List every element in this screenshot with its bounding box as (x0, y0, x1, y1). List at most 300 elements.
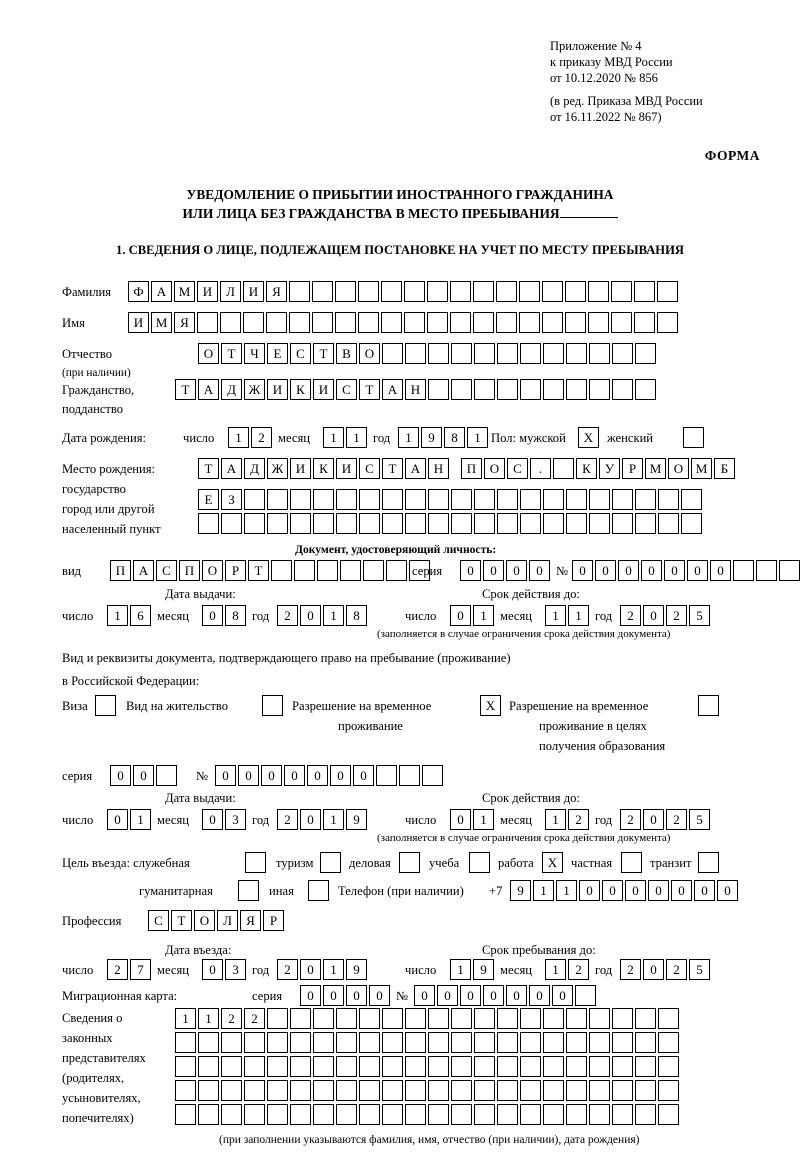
cell[interactable] (290, 1080, 311, 1101)
sex-female-checkbox[interactable] (683, 427, 704, 448)
cell[interactable] (565, 312, 586, 333)
cell[interactable]: 0 (330, 765, 351, 786)
cell[interactable]: 1 (545, 959, 566, 980)
cell[interactable]: П (110, 560, 131, 581)
cell[interactable]: 1 (533, 880, 554, 901)
cell[interactable] (520, 379, 541, 400)
cell[interactable]: 1 (346, 427, 367, 448)
cell[interactable] (612, 1104, 633, 1125)
cell[interactable] (451, 1104, 472, 1125)
cell[interactable] (474, 1104, 495, 1125)
purpose-work-checkbox[interactable]: Х (542, 852, 563, 873)
entry-month-input[interactable] (202, 959, 248, 980)
cell[interactable] (450, 312, 471, 333)
cell[interactable]: Т (198, 458, 219, 479)
cell[interactable] (381, 281, 402, 302)
doc-valid-day-input[interactable] (450, 605, 496, 626)
cell[interactable]: И (128, 312, 149, 333)
cell[interactable] (575, 985, 596, 1006)
cell[interactable] (221, 1104, 242, 1125)
cell[interactable]: 1 (467, 427, 488, 448)
cell[interactable] (589, 513, 610, 534)
cell[interactable] (422, 765, 443, 786)
cell[interactable] (474, 513, 495, 534)
cell[interactable]: И (290, 458, 311, 479)
cell[interactable]: 7 (130, 959, 151, 980)
cell[interactable] (405, 489, 426, 510)
cell[interactable]: 0 (133, 765, 154, 786)
cell[interactable] (221, 513, 242, 534)
cell[interactable] (336, 1104, 357, 1125)
cell[interactable]: 2 (666, 809, 687, 830)
cell[interactable]: 2 (277, 959, 298, 980)
cell[interactable] (382, 1008, 403, 1029)
citizenship-input[interactable] (175, 379, 658, 400)
cell[interactable] (335, 312, 356, 333)
cell[interactable] (428, 513, 449, 534)
cell[interactable]: . (530, 458, 551, 479)
cell[interactable] (566, 1104, 587, 1125)
cell[interactable]: Н (428, 458, 449, 479)
cell[interactable]: 0 (460, 985, 481, 1006)
cell[interactable]: 0 (579, 880, 600, 901)
cell[interactable] (497, 1008, 518, 1029)
cell[interactable] (520, 489, 541, 510)
cell[interactable]: О (668, 458, 689, 479)
permit-issue-year-input[interactable] (277, 809, 369, 830)
cell[interactable]: 0 (602, 880, 623, 901)
cell[interactable]: 2 (107, 959, 128, 980)
cell[interactable]: 0 (110, 765, 131, 786)
cell[interactable] (635, 1056, 656, 1077)
cell[interactable]: И (336, 458, 357, 479)
cell[interactable] (405, 513, 426, 534)
cell[interactable]: О (202, 560, 223, 581)
cell[interactable] (589, 1104, 610, 1125)
cell[interactable]: В (336, 343, 357, 364)
cell[interactable]: 0 (346, 985, 367, 1006)
cell[interactable]: 8 (444, 427, 465, 448)
cell[interactable] (474, 489, 495, 510)
cell[interactable]: Т (248, 560, 269, 581)
cell[interactable] (519, 312, 540, 333)
cell[interactable]: С (156, 560, 177, 581)
cell[interactable] (635, 379, 656, 400)
cell[interactable]: 0 (307, 765, 328, 786)
residence-checkbox[interactable] (262, 695, 283, 716)
cell[interactable] (312, 281, 333, 302)
cell[interactable]: 0 (552, 985, 573, 1006)
cell[interactable] (198, 1104, 219, 1125)
cell[interactable]: 1 (568, 605, 589, 626)
cell[interactable] (474, 1008, 495, 1029)
cell[interactable]: Р (225, 560, 246, 581)
cell[interactable]: 1 (198, 1008, 219, 1029)
doc-series-input[interactable] (460, 560, 552, 581)
cell[interactable] (451, 489, 472, 510)
purpose-business-checkbox[interactable] (399, 852, 420, 873)
name-input[interactable] (128, 312, 680, 333)
cell[interactable] (405, 1008, 426, 1029)
cell[interactable] (313, 1056, 334, 1077)
cell[interactable] (428, 1080, 449, 1101)
cell[interactable]: С (507, 458, 528, 479)
cell[interactable] (588, 312, 609, 333)
cell[interactable] (244, 1080, 265, 1101)
migration-number-input[interactable] (414, 985, 598, 1006)
phone-input[interactable] (510, 880, 740, 901)
purpose-study-checkbox[interactable] (469, 852, 490, 873)
cell[interactable] (290, 1104, 311, 1125)
cell[interactable] (520, 1080, 541, 1101)
cell[interactable] (290, 1008, 311, 1029)
cell[interactable]: Ф (128, 281, 149, 302)
doc-number-input[interactable] (572, 560, 800, 581)
cell[interactable] (657, 281, 678, 302)
cell[interactable] (313, 489, 334, 510)
cell[interactable] (359, 489, 380, 510)
cell[interactable]: 0 (261, 765, 282, 786)
cell[interactable]: 0 (238, 765, 259, 786)
cell[interactable] (290, 513, 311, 534)
cell[interactable] (198, 1032, 219, 1053)
cell[interactable]: С (148, 910, 169, 931)
cell[interactable] (566, 1056, 587, 1077)
cell[interactable] (779, 560, 800, 581)
cell[interactable]: А (133, 560, 154, 581)
cell[interactable] (589, 1008, 610, 1029)
cell[interactable] (313, 1080, 334, 1101)
cell[interactable]: 1 (323, 809, 344, 830)
cell[interactable] (635, 343, 656, 364)
cell[interactable] (658, 1104, 679, 1125)
cell[interactable]: И (267, 379, 288, 400)
cell[interactable] (175, 1104, 196, 1125)
cell[interactable] (497, 379, 518, 400)
cell[interactable] (474, 1032, 495, 1053)
cell[interactable]: 0 (300, 985, 321, 1006)
cell[interactable] (220, 312, 241, 333)
permit-series-input[interactable] (110, 765, 179, 786)
cell[interactable]: И (197, 281, 218, 302)
cell[interactable] (497, 1104, 518, 1125)
cell[interactable]: 1 (323, 427, 344, 448)
cell[interactable] (175, 1080, 196, 1101)
stay-month-input[interactable] (545, 959, 591, 980)
cell[interactable] (156, 765, 177, 786)
cell[interactable]: 8 (346, 605, 367, 626)
cell[interactable] (198, 1080, 219, 1101)
purpose-transit-checkbox[interactable] (698, 852, 719, 873)
doc-issue-year-input[interactable] (277, 605, 369, 626)
entry-day-input[interactable] (107, 959, 153, 980)
cell[interactable]: 1 (473, 809, 494, 830)
cell[interactable] (588, 281, 609, 302)
cell[interactable] (496, 312, 517, 333)
permit-valid-month-input[interactable] (545, 809, 591, 830)
cell[interactable]: Е (267, 343, 288, 364)
cell[interactable] (451, 379, 472, 400)
cell[interactable] (244, 513, 265, 534)
cell[interactable]: 1 (398, 427, 419, 448)
cell[interactable] (290, 489, 311, 510)
cell[interactable]: 0 (483, 560, 504, 581)
cell[interactable] (542, 281, 563, 302)
visa-checkbox[interactable] (95, 695, 116, 716)
cell[interactable] (589, 1032, 610, 1053)
cell[interactable] (657, 312, 678, 333)
cell[interactable]: Б (714, 458, 735, 479)
cell[interactable] (198, 513, 219, 534)
cell[interactable] (382, 1056, 403, 1077)
cell[interactable] (289, 281, 310, 302)
birth-month-input[interactable] (323, 427, 369, 448)
cell[interactable] (427, 281, 448, 302)
cell[interactable] (497, 489, 518, 510)
cell[interactable] (756, 560, 777, 581)
cell[interactable] (634, 312, 655, 333)
cell[interactable]: 0 (414, 985, 435, 1006)
cell[interactable] (543, 513, 564, 534)
cell[interactable]: И (313, 379, 334, 400)
cell[interactable] (313, 1104, 334, 1125)
sex-male-checkbox[interactable]: Х (578, 427, 599, 448)
migration-series-input[interactable] (300, 985, 392, 1006)
cell[interactable] (359, 1104, 380, 1125)
cell[interactable]: 1 (323, 605, 344, 626)
cell[interactable] (244, 1032, 265, 1053)
cell[interactable]: Ж (267, 458, 288, 479)
cell[interactable] (386, 560, 407, 581)
cell[interactable] (474, 1056, 495, 1077)
cell[interactable] (266, 312, 287, 333)
cell[interactable]: 1 (473, 605, 494, 626)
cell[interactable]: 0 (437, 985, 458, 1006)
cell[interactable] (658, 1008, 679, 1029)
cell[interactable] (244, 489, 265, 510)
cell[interactable]: 1 (175, 1008, 196, 1029)
cell[interactable] (611, 312, 632, 333)
cell[interactable] (543, 1104, 564, 1125)
cell[interactable] (289, 312, 310, 333)
cell[interactable] (428, 1008, 449, 1029)
birth-day-input[interactable] (228, 427, 274, 448)
cell[interactable] (635, 1080, 656, 1101)
cell[interactable]: С (290, 343, 311, 364)
cell[interactable] (313, 1008, 334, 1029)
cell[interactable] (428, 379, 449, 400)
cell[interactable]: М (691, 458, 712, 479)
cell[interactable]: А (382, 379, 403, 400)
cell[interactable] (313, 1032, 334, 1053)
cell[interactable]: 2 (251, 427, 272, 448)
cell[interactable] (427, 312, 448, 333)
cell[interactable]: 0 (323, 985, 344, 1006)
cell[interactable] (382, 1080, 403, 1101)
purpose-other-checkbox[interactable] (308, 880, 329, 901)
cell[interactable]: 2 (568, 959, 589, 980)
cell[interactable]: С (359, 458, 380, 479)
cell[interactable] (474, 379, 495, 400)
cell[interactable]: 0 (618, 560, 639, 581)
entry-year-input[interactable] (277, 959, 369, 980)
cell[interactable]: Т (175, 379, 196, 400)
cell[interactable]: 1 (556, 880, 577, 901)
cell[interactable]: 2 (244, 1008, 265, 1029)
cell[interactable] (359, 1080, 380, 1101)
cell[interactable] (566, 1080, 587, 1101)
cell[interactable] (336, 1008, 357, 1029)
cell[interactable]: 1 (228, 427, 249, 448)
cell[interactable] (520, 343, 541, 364)
cell[interactable]: 5 (689, 605, 710, 626)
cell[interactable]: 9 (346, 809, 367, 830)
cell[interactable]: 8 (225, 605, 246, 626)
cell[interactable]: 0 (595, 560, 616, 581)
cell[interactable]: О (484, 458, 505, 479)
cell[interactable]: Я (240, 910, 261, 931)
cell[interactable]: Л (217, 910, 238, 931)
cell[interactable] (312, 312, 333, 333)
cell[interactable] (589, 489, 610, 510)
cell[interactable]: Т (313, 343, 334, 364)
stay-day-input[interactable] (450, 959, 496, 980)
cell[interactable]: 2 (221, 1008, 242, 1029)
cell[interactable]: Т (221, 343, 242, 364)
cell[interactable] (428, 1056, 449, 1077)
cell[interactable]: 0 (202, 809, 223, 830)
cell[interactable] (589, 1080, 610, 1101)
cell[interactable] (681, 513, 702, 534)
cell[interactable]: 5 (689, 809, 710, 830)
cell[interactable]: 0 (529, 560, 550, 581)
cell[interactable]: 1 (323, 959, 344, 980)
cell[interactable] (294, 560, 315, 581)
cell[interactable] (271, 560, 292, 581)
surname-input[interactable] (128, 281, 680, 302)
cell[interactable]: Е (198, 489, 219, 510)
cell[interactable]: 1 (107, 605, 128, 626)
cell[interactable] (451, 343, 472, 364)
cell[interactable]: 0 (460, 560, 481, 581)
legal-rep-row-1[interactable] (175, 1008, 681, 1029)
cell[interactable] (244, 1104, 265, 1125)
cell[interactable] (519, 281, 540, 302)
cell[interactable] (520, 1032, 541, 1053)
cell[interactable] (405, 1104, 426, 1125)
cell[interactable] (520, 1008, 541, 1029)
cell[interactable] (520, 1104, 541, 1125)
cell[interactable]: 1 (130, 809, 151, 830)
permit-number-input[interactable] (215, 765, 445, 786)
cell[interactable] (405, 1056, 426, 1077)
cell[interactable]: 0 (671, 880, 692, 901)
cell[interactable]: 1 (545, 809, 566, 830)
cell[interactable]: М (151, 312, 172, 333)
cell[interactable] (267, 513, 288, 534)
cell[interactable] (290, 1032, 311, 1053)
cell[interactable] (553, 458, 574, 479)
cell[interactable] (635, 1104, 656, 1125)
cell[interactable]: 0 (717, 880, 738, 901)
cell[interactable] (359, 513, 380, 534)
cell[interactable]: 0 (687, 560, 708, 581)
cell[interactable]: 9 (473, 959, 494, 980)
cell[interactable] (566, 513, 587, 534)
cell[interactable]: И (243, 281, 264, 302)
doc-valid-year-input[interactable] (620, 605, 712, 626)
birth-place-row-1[interactable] (198, 458, 737, 479)
cell[interactable] (681, 489, 702, 510)
cell[interactable] (221, 1080, 242, 1101)
cell[interactable] (658, 1056, 679, 1077)
cell[interactable] (496, 281, 517, 302)
cell[interactable] (336, 1080, 357, 1101)
cell[interactable]: 2 (568, 809, 589, 830)
cell[interactable]: 0 (694, 880, 715, 901)
cell[interactable]: 5 (689, 959, 710, 980)
cell[interactable] (543, 489, 564, 510)
cell[interactable]: С (336, 379, 357, 400)
cell[interactable]: 2 (620, 605, 641, 626)
cell[interactable]: 0 (215, 765, 236, 786)
cell[interactable]: 0 (450, 605, 471, 626)
cell[interactable]: 0 (300, 809, 321, 830)
cell[interactable] (244, 1056, 265, 1077)
cell[interactable] (565, 281, 586, 302)
cell[interactable] (358, 281, 379, 302)
birth-place-row-2[interactable] (198, 489, 704, 510)
cell[interactable] (473, 281, 494, 302)
cell[interactable]: 0 (625, 880, 646, 901)
cell[interactable] (243, 312, 264, 333)
cell[interactable] (612, 1056, 633, 1077)
cell[interactable]: 0 (483, 985, 504, 1006)
cell[interactable]: 9 (421, 427, 442, 448)
cell[interactable]: Л (220, 281, 241, 302)
cell[interactable] (658, 489, 679, 510)
cell[interactable] (474, 1080, 495, 1101)
cell[interactable] (566, 379, 587, 400)
cell[interactable] (497, 1080, 518, 1101)
temp-residence-checkbox[interactable]: Х (480, 695, 501, 716)
cell[interactable] (450, 281, 471, 302)
cell[interactable] (543, 1008, 564, 1029)
cell[interactable] (317, 560, 338, 581)
cell[interactable] (376, 765, 397, 786)
cell[interactable] (267, 1032, 288, 1053)
cell[interactable] (451, 1008, 472, 1029)
profession-input[interactable] (148, 910, 286, 931)
cell[interactable]: М (174, 281, 195, 302)
cell[interactable] (221, 1032, 242, 1053)
legal-rep-row-4[interactable] (175, 1080, 681, 1101)
cell[interactable]: Ч (244, 343, 265, 364)
cell[interactable] (543, 343, 564, 364)
cell[interactable] (635, 489, 656, 510)
cell[interactable]: О (198, 343, 219, 364)
cell[interactable]: 3 (225, 809, 246, 830)
purpose-private-checkbox[interactable] (621, 852, 642, 873)
birth-place-row-3[interactable] (198, 513, 704, 534)
cell[interactable] (497, 513, 518, 534)
edu-residence-checkbox[interactable] (698, 695, 719, 716)
cell[interactable] (497, 343, 518, 364)
purpose-tourism-checkbox[interactable] (320, 852, 341, 873)
cell[interactable]: 2 (620, 959, 641, 980)
cell[interactable]: З (221, 489, 242, 510)
cell[interactable]: 0 (450, 809, 471, 830)
